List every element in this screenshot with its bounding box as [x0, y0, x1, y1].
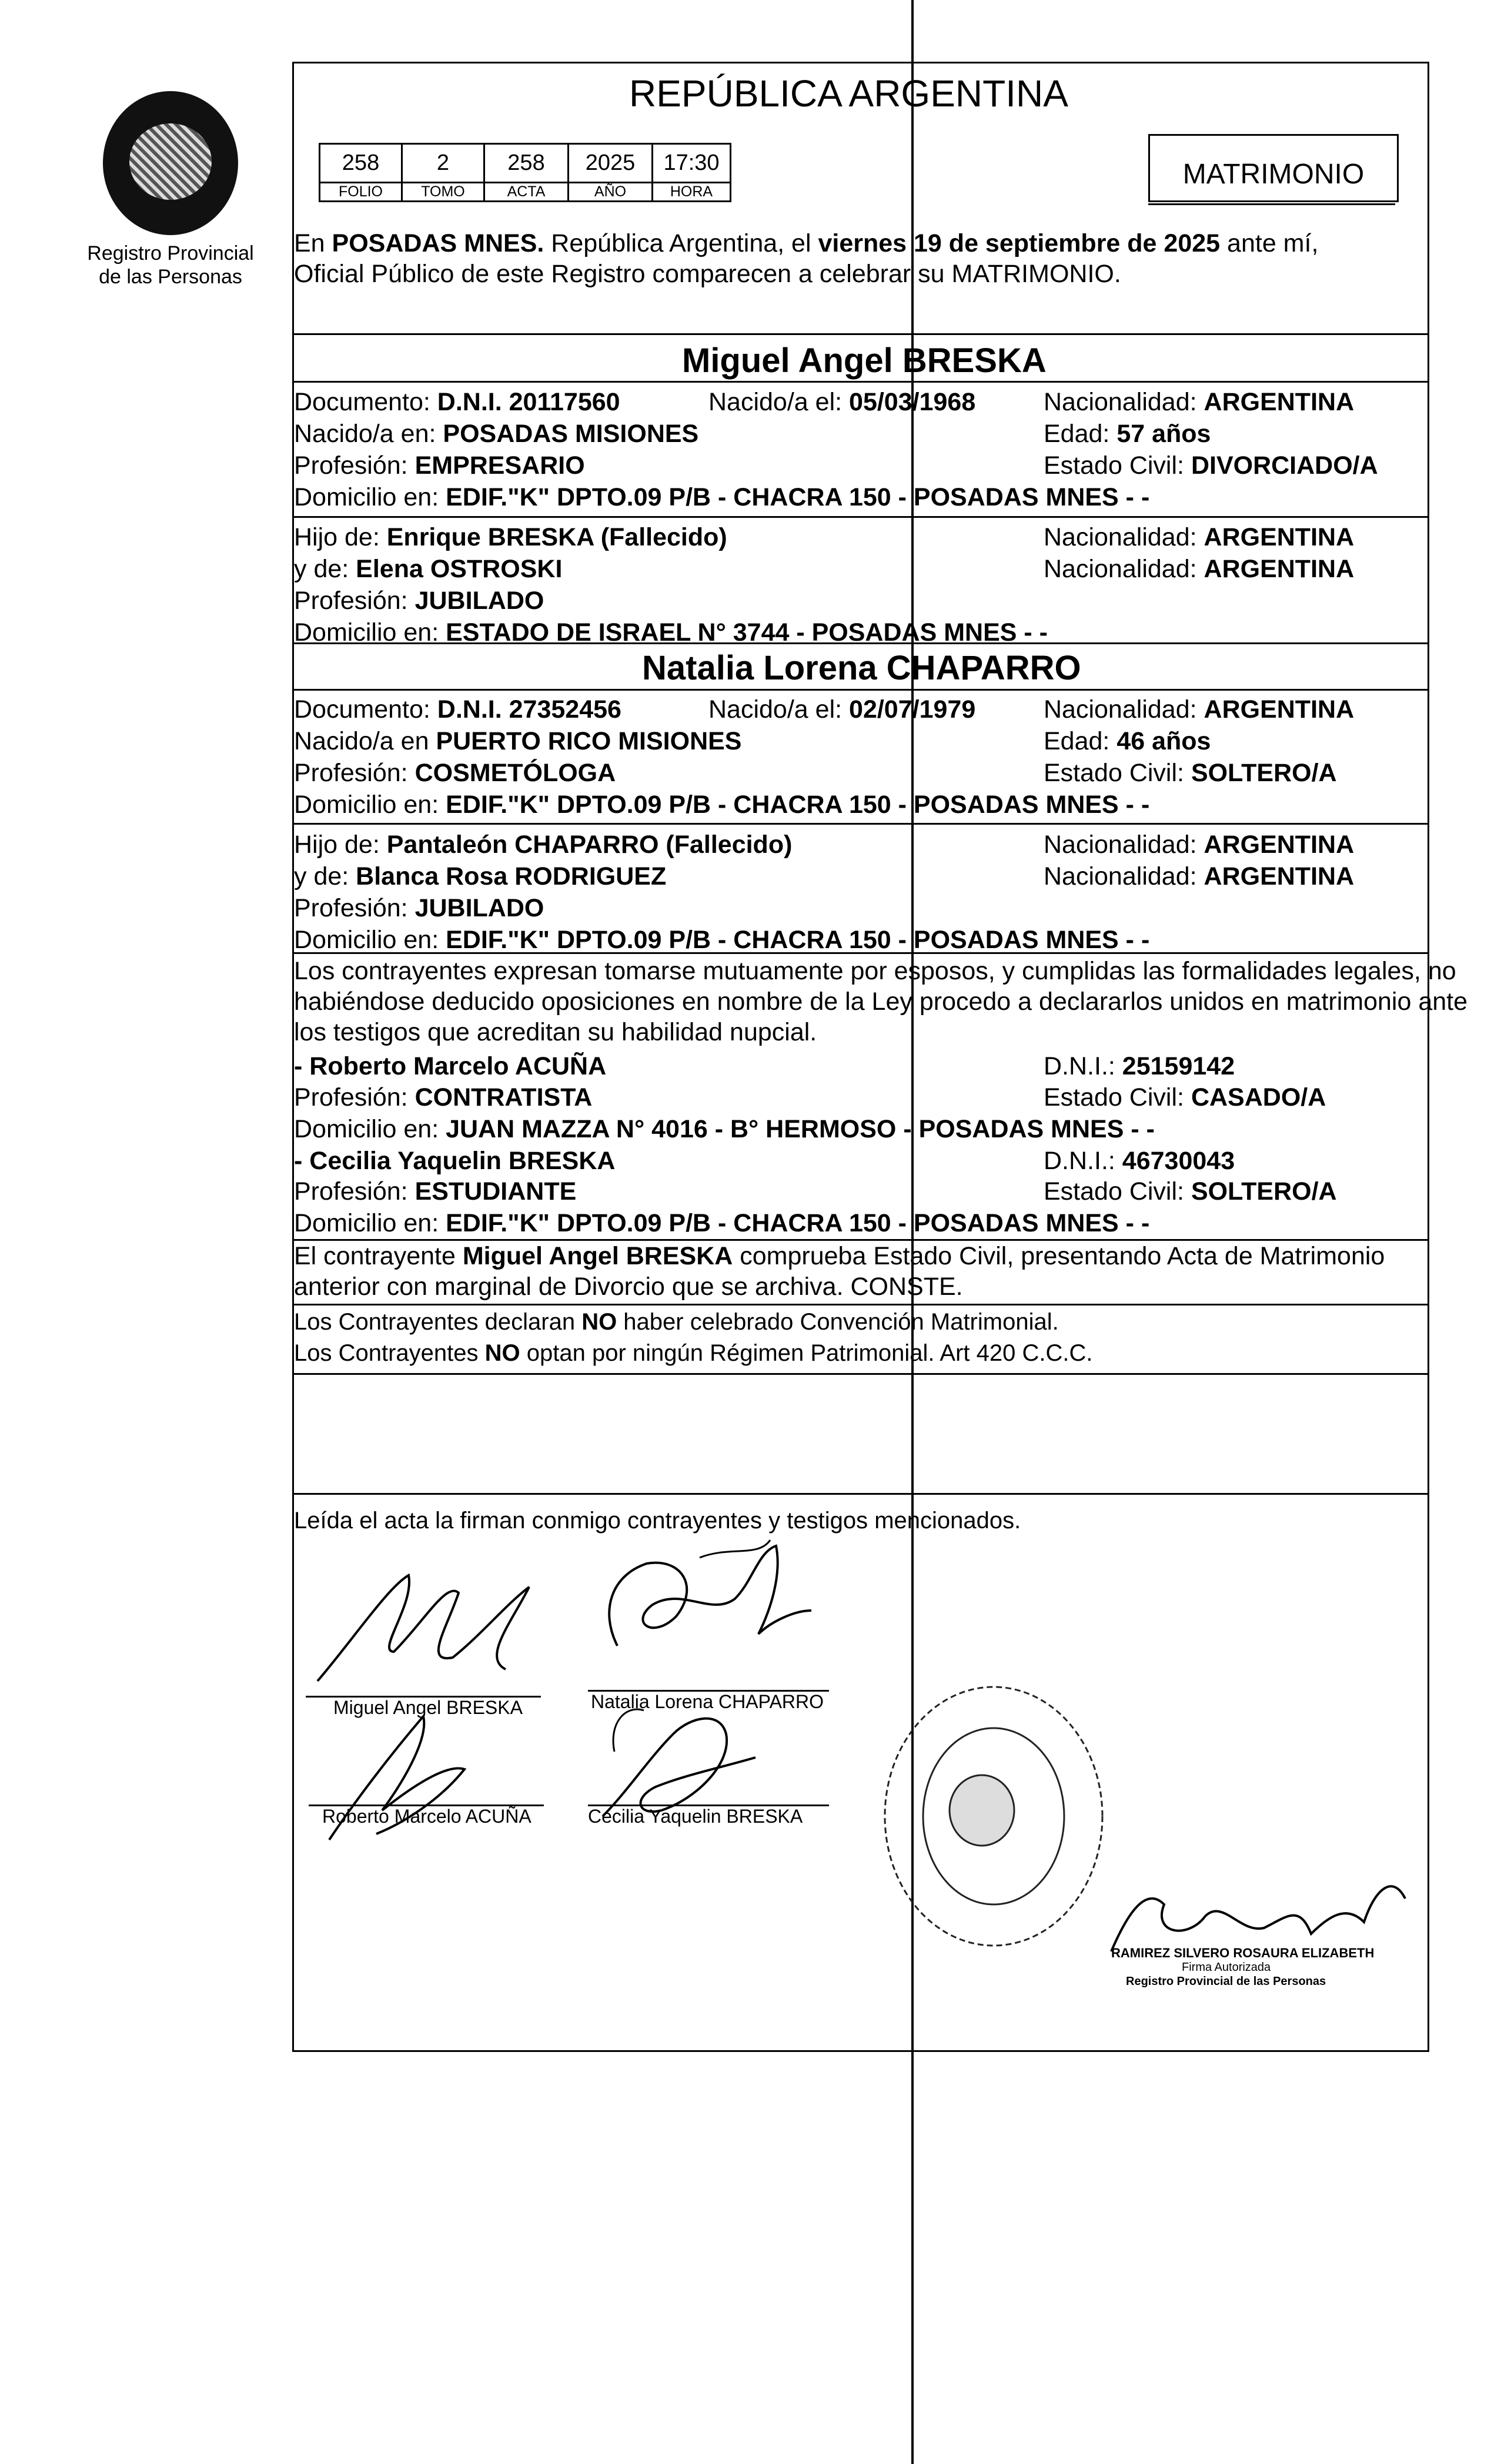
spouse2-prof: Profesión: COSMETÓLOGA — [294, 759, 616, 787]
hora-value: 17:30 — [653, 144, 731, 183]
anio-value: 2025 — [569, 144, 653, 183]
intro-line-1: En POSADAS MNES. República Argentina, el viernes 19 de septiembre de 2025 ante mí, — [294, 229, 1319, 257]
witness2-civil: Estado Civil: SOLTERO/A — [1044, 1177, 1337, 1206]
witness2-dom: Domicilio en: EDIF."K" DPTO.09 P/B - CHACRA 150 - POSADAS MNES - - — [294, 1209, 1150, 1237]
witness1-name: - Roberto Marcelo ACUÑA — [294, 1052, 607, 1080]
spouse1-father: Hijo de: Enrique BRESKA (Fallecido) — [294, 523, 727, 551]
act-type-box: MATRIMONIO — [1148, 134, 1399, 202]
note-line-2: anterior con marginal de Divorcio que se archiva. CONSTE. — [294, 1273, 963, 1301]
logo-label-2: de las Personas — [99, 266, 242, 288]
spouse1-father-nat: Nacionalidad: ARGENTINA — [1044, 523, 1355, 551]
spouse1-born: Nacido/a el: 05/03/1968 — [708, 388, 976, 416]
spouse2-father: Hijo de: Pantaleón CHAPARRO (Fallecido) — [294, 831, 793, 859]
registry-stamp-icon — [876, 1681, 1111, 1957]
spouse2-mother-nat: Nacionalidad: ARGENTINA — [1044, 862, 1355, 890]
signature-label-witness1: Roberto Marcelo ACUÑA — [322, 1806, 531, 1827]
hora-label: HORA — [653, 183, 731, 202]
tomo-value: 2 — [402, 144, 484, 183]
folio-value: 258 — [320, 144, 402, 183]
page-title: REPÚBLICA ARGENTINA — [629, 72, 1068, 115]
seal-emblem-icon — [129, 123, 212, 200]
official-role: Firma Autorizada — [1182, 1961, 1271, 1974]
spouse2-parents-prof: Profesión: JUBILADO — [294, 894, 544, 922]
witness1-civil: Estado Civil: CASADO/A — [1044, 1083, 1326, 1112]
tomo-label: TOMO — [402, 183, 484, 202]
declaration-line-1: Los contrayentes expresan tomarse mutuamente por esposos, y cumplidas las formalidades legales, no — [294, 957, 1456, 985]
signature-spouse2-icon — [582, 1534, 829, 1675]
spouse1-age: Edad: 57 años — [1044, 420, 1211, 448]
witness1-prof: Profesión: CONTRATISTA — [294, 1083, 593, 1112]
spouse1-nat: Nacionalidad: ARGENTINA — [1044, 388, 1355, 416]
spouse2-doc: Documento: D.N.I. 27352456 — [294, 695, 621, 724]
regime-line-2: Los Contrayentes NO optan por ningún Régimen Patrimonial. Art 420 C.C.C. — [294, 1340, 1093, 1366]
spouse2-name: Natalia Lorena CHAPARRO — [642, 649, 1081, 687]
official-office: Registro Provincial de las Personas — [1126, 1975, 1326, 1988]
declaration-line-2: habiéndose deducido oposiciones en nombre de la Ley procedo a declararlos unidos en matrimonio ante — [294, 987, 1468, 1016]
spouse1-parents-prof: Profesión: JUBILADO — [294, 587, 544, 615]
witness2-prof: Profesión: ESTUDIANTE — [294, 1177, 577, 1206]
spouse2-born: Nacido/a el: 02/07/1979 — [708, 695, 976, 724]
signature-spouse1-icon — [306, 1552, 553, 1693]
registry-stamp — [876, 1681, 1111, 1957]
spouse1-parents-dom: Domicilio en: ESTADO DE ISRAEL N° 3744 - POSADAS MNES - - — [294, 618, 1048, 647]
anio-label: AÑO — [569, 183, 653, 202]
registry-logo — [82, 88, 259, 323]
spouse2-nat: Nacionalidad: ARGENTINA — [1044, 695, 1355, 724]
signature-label-witness2: Cecilia Yaquelin BRESKA — [588, 1806, 803, 1827]
spouse1-prof: Profesión: EMPRESARIO — [294, 451, 585, 480]
closing-text: Leída el acta la firman conmigo contrayentes y testigos mencionados. — [294, 1508, 1021, 1534]
spouse1-name: Miguel Angel BRESKA — [682, 342, 1047, 380]
signature-spouse1 — [306, 1552, 553, 1693]
note-line-1: El contrayente Miguel Angel BRESKA comprueba Estado Civil, presentando Acta de Matrimonio — [294, 1242, 1385, 1270]
witness1-dni: D.N.I.: 25159142 — [1044, 1052, 1235, 1080]
witness2-dni: D.N.I.: 46730043 — [1044, 1147, 1235, 1175]
official-name: RAMIREZ SILVERO ROSAURA ELIZABETH — [1111, 1946, 1375, 1960]
logo-label-1: Registro Provincial — [87, 242, 254, 265]
spouse1-place: Nacido/a en: POSADAS MISIONES — [294, 420, 699, 448]
spouse2-mother: y de: Blanca Rosa RODRIGUEZ — [294, 862, 667, 890]
spouse1-civil: Estado Civil: DIVORCIADO/A — [1044, 451, 1378, 480]
spouse1-mother: y de: Elena OSTROSKI — [294, 555, 563, 583]
spouse2-father-nat: Nacionalidad: ARGENTINA — [1044, 831, 1355, 859]
acta-value: 258 — [484, 144, 569, 183]
regime-line-1: Los Contrayentes declaran NO haber celebrado Convención Matrimonial. — [294, 1309, 1059, 1335]
witness2-name: - Cecilia Yaquelin BRESKA — [294, 1147, 616, 1175]
intro-line-2: Oficial Público de este Registro comparecen a celebrar su MATRIMONIO. — [294, 260, 1121, 288]
spouse2-age: Edad: 46 años — [1044, 727, 1211, 755]
acta-label: ACTA — [484, 183, 569, 202]
act-type-underline — [1148, 200, 1395, 205]
folio-label: FOLIO — [320, 183, 402, 202]
reference-table — [319, 143, 731, 202]
spouse2-civil: Estado Civil: SOLTERO/A — [1044, 759, 1337, 787]
spouse2-place: Nacido/a en PUERTO RICO MISIONES — [294, 727, 742, 755]
declaration-line-3: los testigos que acreditan su habilidad nupcial. — [294, 1018, 817, 1046]
spouse1-doc: Documento: D.N.I. 20117560 — [294, 388, 620, 416]
spouse1-mother-nat: Nacionalidad: ARGENTINA — [1044, 555, 1355, 583]
witness1-dom: Domicilio en: JUAN MAZZA N° 4016 - B° HERMOSO - POSADAS MNES - - — [294, 1115, 1155, 1143]
signature-label-spouse2: Natalia Lorena CHAPARRO — [591, 1691, 824, 1712]
spouse1-dom: Domicilio en: EDIF."K" DPTO.09 P/B - CHACRA 150 - POSADAS MNES - - — [294, 483, 1150, 511]
spouse2-dom: Domicilio en: EDIF."K" DPTO.09 P/B - CHACRA 150 - POSADAS MNES - - — [294, 791, 1150, 819]
signature-label-spouse1: Miguel Angel BRESKA — [333, 1697, 523, 1718]
spouse2-parents-dom: Domicilio en: EDIF."K" DPTO.09 P/B - CHACRA 150 - POSADAS MNES - - — [294, 926, 1150, 954]
signature-spouse2 — [582, 1534, 829, 1675]
